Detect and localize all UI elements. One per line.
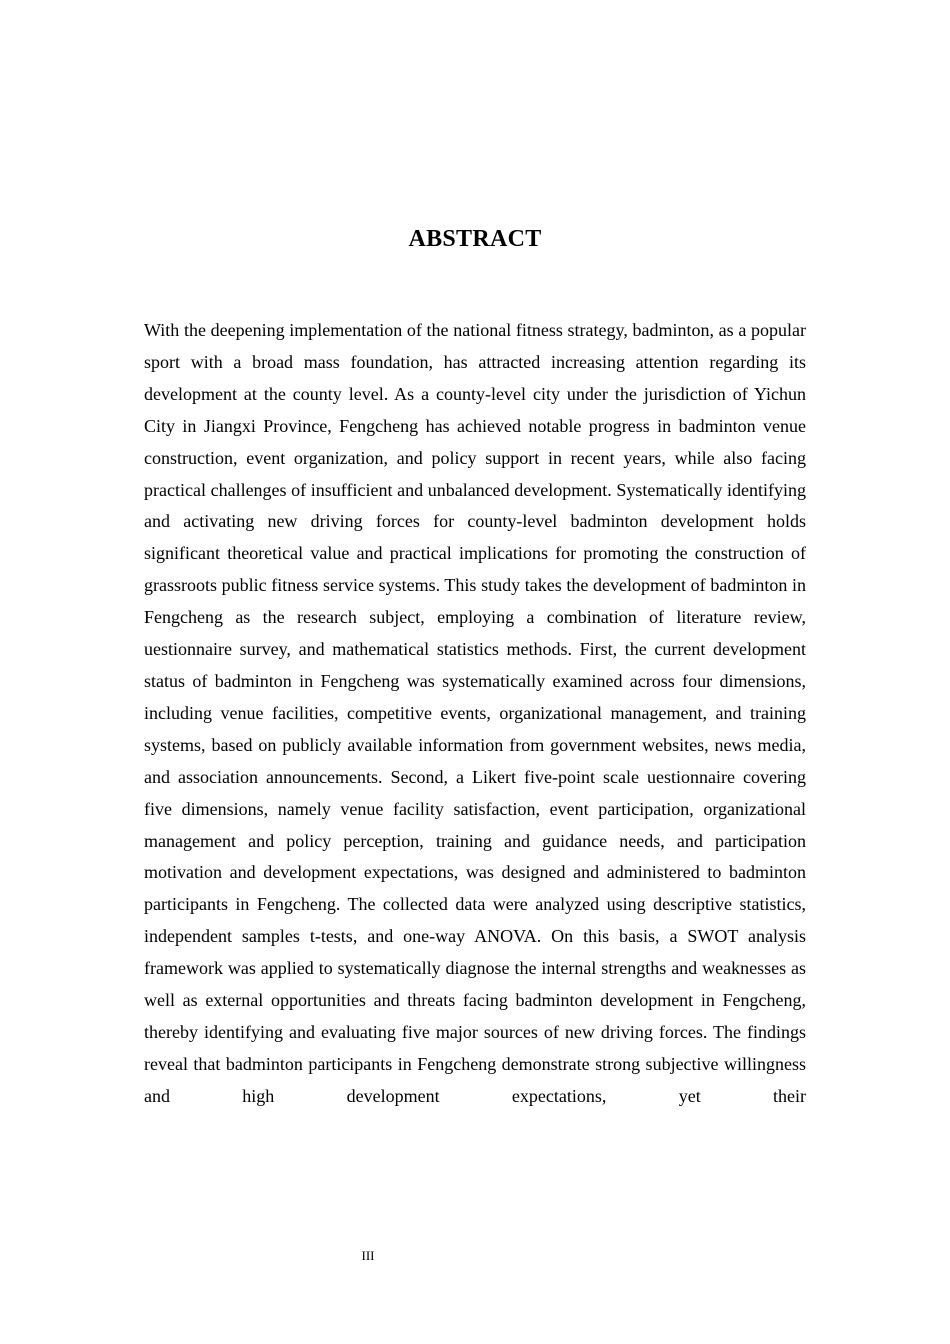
abstract-body-text: With the deepening implementation of the national fitness strategy, badminton, as a popular sport with a broad mass foundation, has attracted increasing attention regarding its development at the county level. As a county-level city under the jurisdiction of Yichun City in Jiangxi Province, Fengcheng has achieved notable progress in badminton venue construction, event organization, and policy support in recent years, while also facing practical challenges of insufficient and unbalanced development. Systematically identifying and activating new driving forces for county-level badminton development holds significant theoretical value and practical implications for promoting the construction of grassroots public fitness service systems. This study takes the development of badminton in Fengcheng as the research subject, employing a combination of literature review, uestionnaire survey, and mathematical statistics methods. First, the current development status of badminton in Fengcheng was systematically examined across four dimensions, including venue facilities, competitive events, organizational management, and training systems, based on publicly available information from government websites, news media, and association announcements. Second, a Likert five-point scale uestionnaire covering five dimensions, namely venue facility satisfaction, event participation, organizational management and policy perception, training and guidance needs, and participation motivation and development expectations, was designed and administered to badminton participants in Fengcheng. The collected data were analyzed using descriptive statistics, independent samples t-tests, and one-way ANOVA. On this basis, a SWOT analysis framework was applied to systematically diagnose the internal strengths and weaknesses as well as external opportunities and threats facing badminton development in Fengcheng, thereby identifying and evaluating five major sources of new driving forces. The findings reveal that badminton participants in Fengcheng demonstrate strong subjective willingness and high development expectations, yet their <box>144 320 806 1106</box>
page-number: III <box>361 1248 375 1263</box>
abstract-heading: ABSTRACT <box>408 226 542 252</box>
